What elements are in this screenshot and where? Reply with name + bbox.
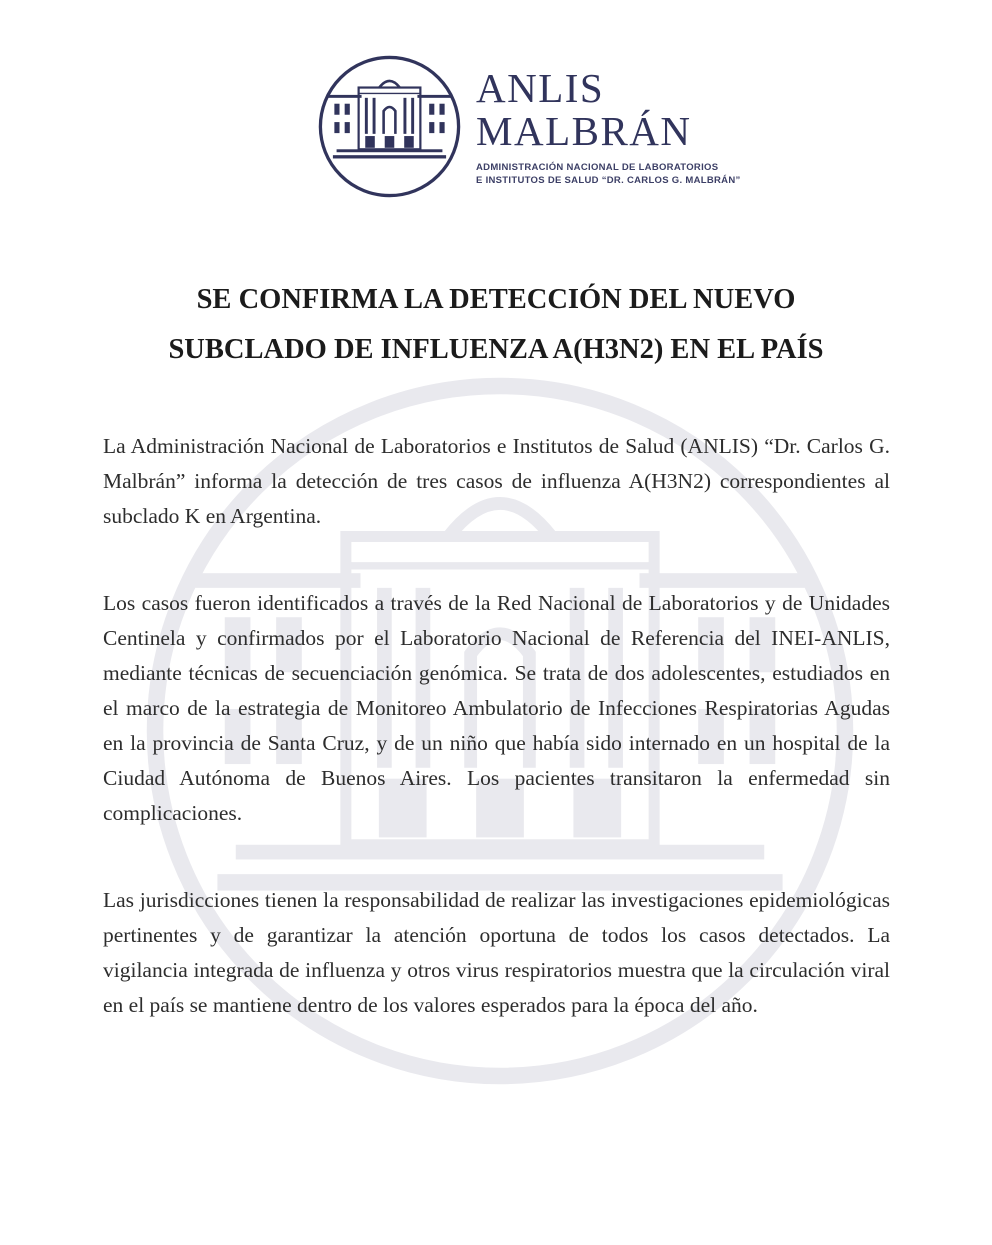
document-title-line-2: SUBCLADO DE INFLUENZA A(H3N2) EN EL PAÍS (168, 334, 824, 365)
document-body (103, 429, 890, 1075)
paragraph-intro: La Administración Nacional de Laboratorios e Institutos de Salud (ANLIS) “Dr. Carlos G. Malbrán” informa la detección de tres casos de influenza A(H3N2) correspondientes al subclado K en Argentina. (103, 434, 890, 528)
logo-text-block (476, 53, 741, 200)
document-title-line-1: SE CONFIRMA LA DETECCIÓN DEL NUEVO (196, 284, 796, 315)
anlis-malbran-seal-icon (316, 53, 463, 200)
paragraph-jurisdictions: Las jurisdicciones tienen la responsabilidad de realizar las investigaciones epidemiológicas pertinentes y de garantizar la atención oportuna de todos los casos detectados. La vigilancia integrada de influenza y otros virus respiratorios muestra que la circulación viral en el país se mantiene dentro de los valores esperados para la época del año. (103, 888, 890, 1017)
org-name-line-2: MALBRÁN (476, 108, 692, 154)
org-name-line-1: ANLIS (476, 65, 605, 111)
document-title (0, 275, 992, 375)
org-tagline (476, 161, 741, 187)
org-tagline-line-2: E INSTITUTOS DE SALUD “DR. CARLOS G. MALBRÁN” (476, 175, 741, 186)
paragraph-cases-detail: Los casos fueron identificados a través de la Red Nacional de Laboratorios y de Unidades Centinela y confirmados por el Laboratorio Nacional de Referencia del INEI-ANLIS, mediante técnicas de secuenciación genómica. Se trata de dos adolescentes, estudiados en el marco de la estrategia de Monitoreo Ambulatorio de Infecciones Respiratorias Agudas en la provincia de Santa Cruz, y de un niño que había sido internado en un hospital de la Ciudad Autónoma de Buenos Aires. Los pacientes transitaron la enfermedad sin complicaciones. (103, 591, 890, 825)
org-tagline-line-1: ADMINISTRACIÓN NACIONAL DE LABORATORIOS (476, 162, 719, 173)
header (316, 53, 741, 200)
